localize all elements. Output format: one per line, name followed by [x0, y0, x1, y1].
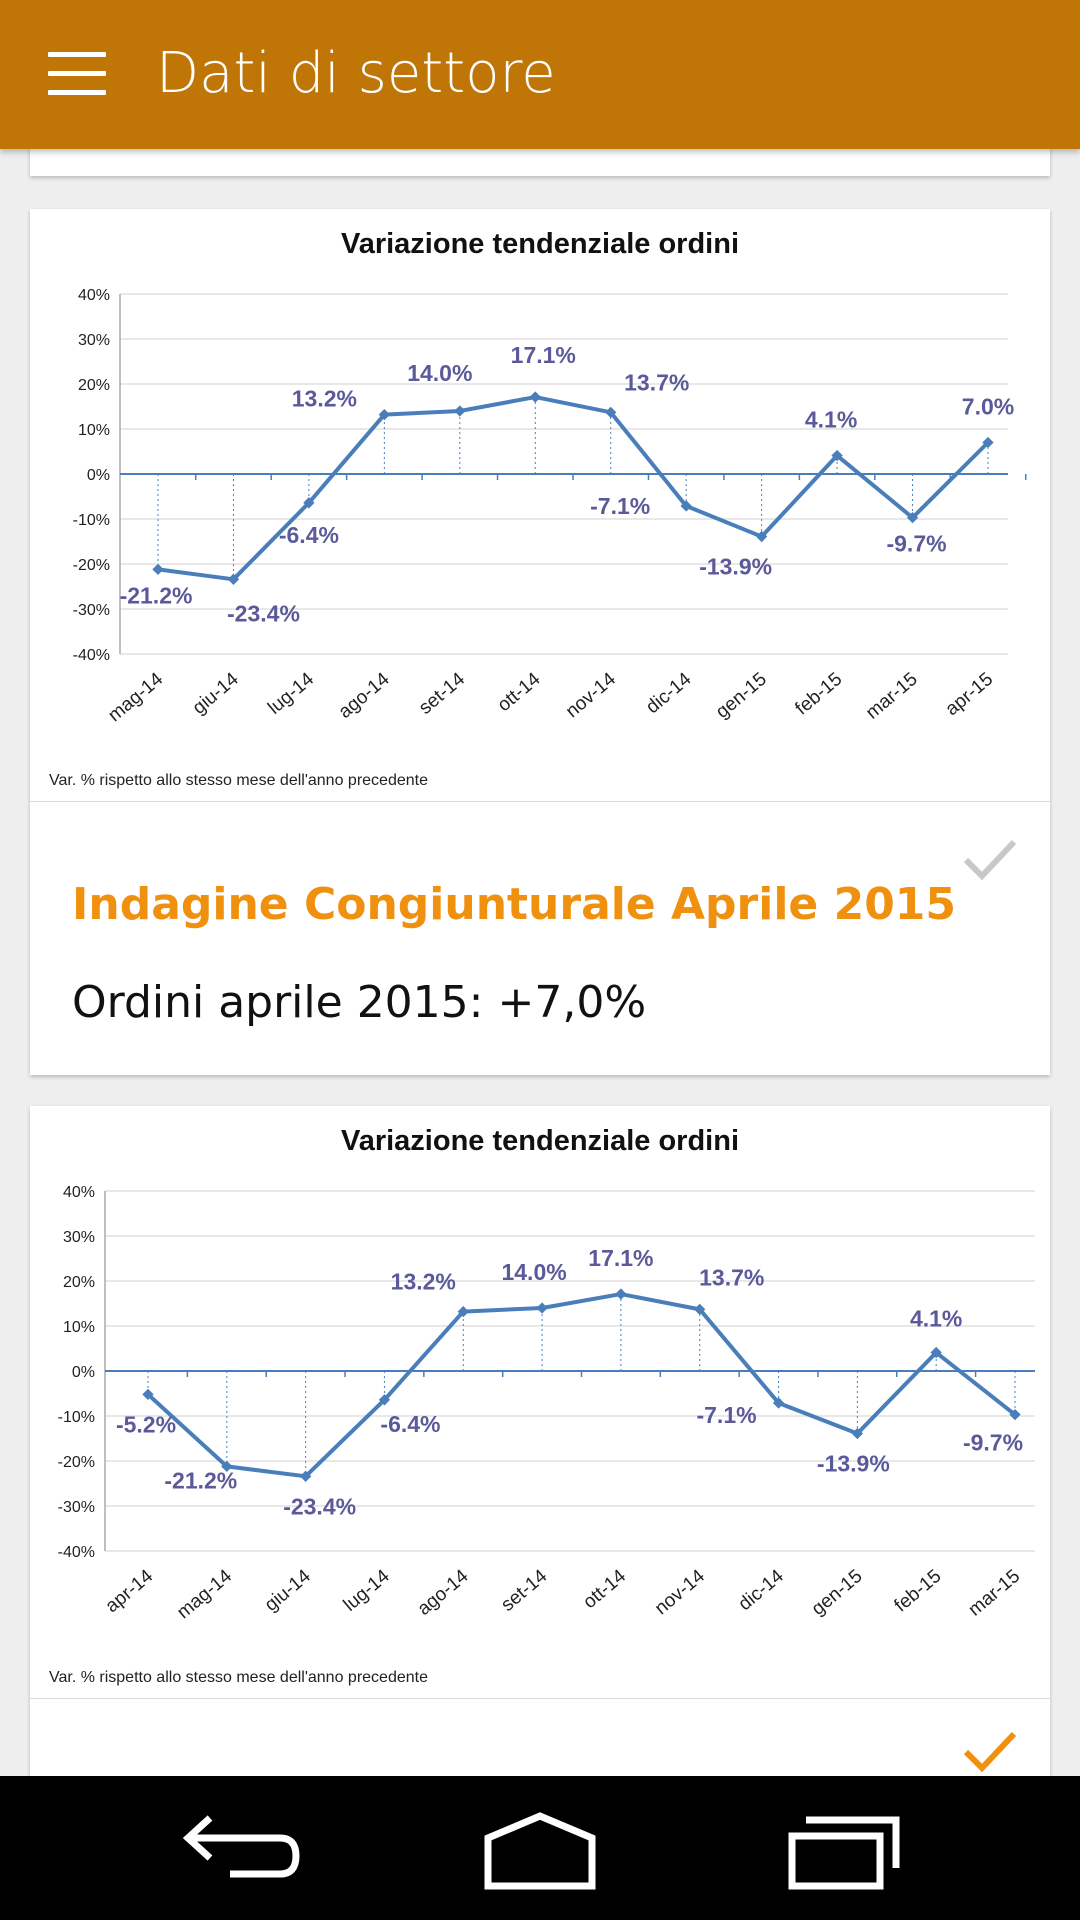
page-title: Dati di settore: [156, 41, 556, 106]
data-label: -23.4%: [283, 1493, 357, 1520]
app-bar: [0, 0, 1080, 149]
data-label: -5.2%: [115, 1411, 177, 1438]
navigation-bar: [0, 1776, 1080, 1920]
data-label: -23.4%: [227, 600, 300, 627]
news-card-2[interactable]: [30, 1106, 1050, 1806]
x-tick-label: gen-15: [712, 668, 771, 723]
data-label: -9.7%: [962, 1429, 1024, 1456]
data-label: -21.2%: [164, 1467, 238, 1494]
y-tick-label: 20%: [62, 1274, 95, 1291]
y-tick-label: -40%: [57, 1544, 95, 1561]
x-tick-label: feb-15: [890, 1565, 946, 1617]
chart-footnote: Var. % rispetto allo stesso mese dell'anno precedente: [49, 1669, 428, 1686]
data-point: [454, 405, 465, 416]
data-label: 13.7%: [699, 1264, 765, 1291]
data-label: 4.1%: [804, 406, 858, 433]
data-label: 13.2%: [291, 385, 357, 412]
data-point: [536, 1302, 547, 1313]
y-tick-label: 30%: [77, 332, 110, 349]
y-tick-label: 40%: [77, 287, 110, 304]
data-label: -13.9%: [816, 1450, 890, 1477]
y-tick-label: -20%: [57, 1454, 95, 1471]
data-point: [152, 564, 163, 575]
data-label: -21.2%: [119, 582, 193, 609]
data-label: -7.1%: [590, 492, 651, 519]
data-label: 7.0%: [961, 393, 1015, 420]
back-icon[interactable]: [170, 1798, 310, 1898]
y-tick-label: 10%: [62, 1319, 95, 1336]
line-chart-1: [30, 209, 1050, 801]
y-tick-label: 30%: [62, 1229, 95, 1246]
x-tick-label: mag-14: [104, 668, 168, 727]
line-chart-2: [30, 1106, 1050, 1698]
x-tick-label: giu-14: [188, 668, 243, 719]
data-label: 14.0%: [501, 1259, 567, 1285]
data-label: -6.4%: [278, 521, 339, 548]
x-tick-label: apr-15: [941, 668, 998, 721]
y-tick-label: 0%: [86, 467, 110, 484]
y-tick-label: -10%: [72, 512, 110, 529]
y-tick-label: -20%: [72, 557, 110, 574]
data-label: 13.2%: [390, 1268, 456, 1295]
x-tick-label: dic-14: [642, 668, 696, 719]
news-card-1[interactable]: [30, 209, 1050, 1075]
y-tick-label: 0%: [71, 1364, 95, 1381]
series-line: [148, 1294, 1015, 1476]
y-tick-label: 20%: [77, 377, 110, 394]
x-tick-label: mag-14: [173, 1565, 237, 1624]
x-tick-label: mar-15: [862, 668, 922, 724]
x-tick-label: nov-14: [650, 1565, 709, 1620]
y-tick-label: -30%: [72, 602, 110, 619]
y-tick-label: -10%: [57, 1409, 95, 1426]
menu-icon[interactable]: [40, 38, 112, 110]
home-icon[interactable]: [470, 1798, 610, 1898]
x-tick-label: set-14: [415, 668, 470, 719]
x-tick-label: dic-14: [734, 1565, 788, 1616]
chart-1: [30, 209, 1050, 802]
card-title: Indagine Congiunturale Aprile 2015: [72, 879, 957, 930]
x-tick-label: lug-14: [264, 668, 319, 719]
x-tick-label: feb-15: [791, 668, 847, 720]
y-tick-label: -40%: [72, 647, 110, 664]
x-tick-label: gen-15: [807, 1565, 867, 1620]
data-label: 4.1%: [909, 1305, 963, 1332]
x-tick-label: mar-15: [964, 1565, 1025, 1621]
data-label: -13.9%: [699, 553, 773, 580]
data-point: [530, 391, 541, 402]
x-tick-label: ott-14: [579, 1565, 631, 1614]
data-label: -6.4%: [380, 1410, 441, 1437]
chart-title: Variazione tendenziale ordini: [340, 1125, 740, 1157]
check-icon[interactable]: [960, 1726, 1020, 1776]
y-tick-label: -30%: [57, 1499, 95, 1516]
chart-footnote: Var. % rispetto allo stesso mese dell'anno precedente: [49, 772, 428, 789]
chart-2: [30, 1106, 1050, 1699]
data-label: -9.7%: [886, 530, 947, 557]
data-point: [615, 1288, 626, 1299]
x-tick-label: ott-14: [493, 668, 545, 717]
data-label: 13.7%: [624, 369, 690, 396]
x-tick-label: set-14: [497, 1565, 552, 1616]
x-tick-label: apr-14: [101, 1565, 158, 1618]
data-label: -7.1%: [696, 1401, 757, 1428]
data-label: 14.0%: [407, 360, 473, 386]
chart-title: Variazione tendenziale ordini: [340, 228, 740, 260]
y-tick-label: 10%: [77, 422, 110, 439]
card-body: Ordini aprile 2015: +7,0%: [72, 977, 647, 1028]
data-label: 17.1%: [588, 1245, 654, 1272]
check-icon[interactable]: [960, 834, 1020, 884]
series-line: [158, 397, 988, 579]
x-tick-label: nov-14: [561, 668, 620, 723]
x-tick-label: lug-14: [339, 1565, 394, 1616]
recents-icon[interactable]: [774, 1798, 914, 1898]
x-tick-label: ago-14: [334, 668, 394, 723]
x-tick-label: ago-14: [413, 1565, 473, 1620]
x-tick-label: giu-14: [260, 1565, 315, 1616]
y-tick-label: 40%: [62, 1184, 95, 1201]
data-label: 17.1%: [510, 342, 576, 369]
